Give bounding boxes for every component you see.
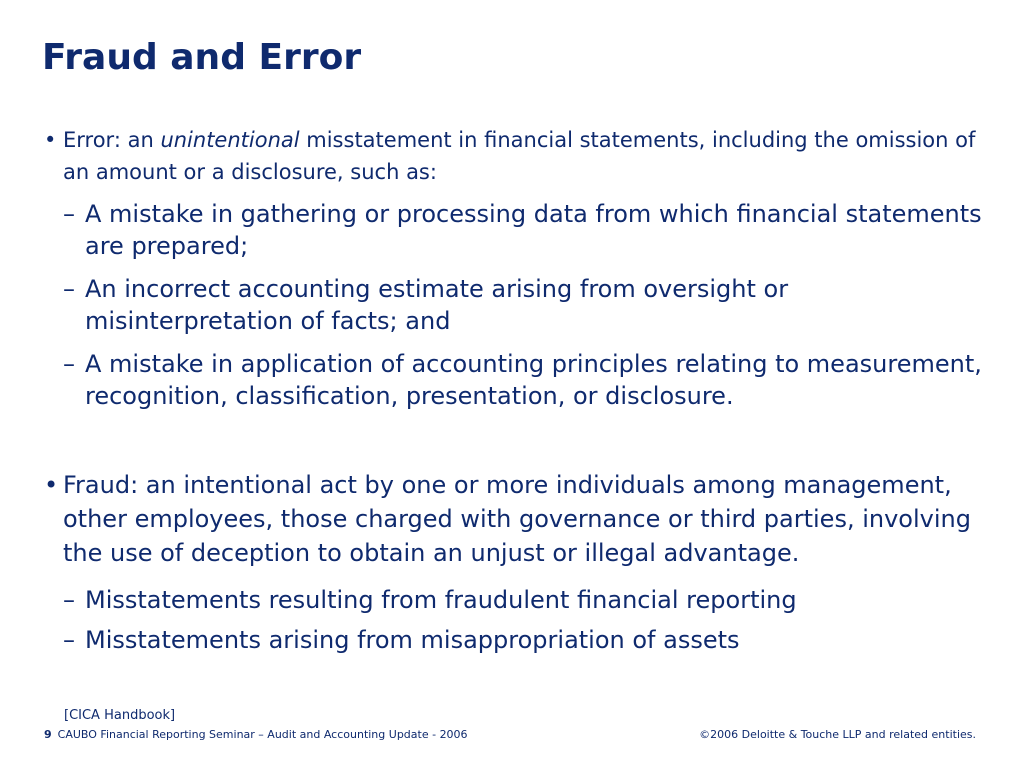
error-emphasis: unintentional [160, 128, 300, 152]
slide-title: Fraud and Error [42, 37, 362, 78]
bullet-fraud [42, 468, 992, 656]
fraud-text: Fraud: an intentional act by one or more individuals among management, other employees, those charged with governance or third parties, involving the use of deception to obtain an unjust or illegal advantage. [63, 471, 971, 567]
fraud-sub-text: Misstatements resulting from fraudulent financial reporting [85, 586, 797, 614]
error-rest: misstatement in financial statements, including the omission of an amount or a disclosure, such as: [63, 128, 976, 184]
fraud-sub-text: Misstatements arising from misappropriation of assets [85, 626, 740, 654]
dash-marker: – [63, 275, 75, 303]
bullet-marker: • [44, 128, 57, 152]
bullet-error-text [42, 124, 992, 188]
dash-marker: – [63, 626, 75, 654]
bullet-marker: • [44, 471, 59, 499]
footer-copyright: ©2006 Deloitte & Touche LLP and related entities. [699, 728, 976, 741]
citation: [CICA Handbook] [64, 708, 176, 723]
error-sub-item [42, 348, 992, 412]
error-sub-text: A mistake in application of accounting principles relating to measurement, recognition, classification, presentation, or disclosure. [85, 350, 982, 410]
fraud-sub-item [42, 624, 992, 656]
dash-marker: – [63, 200, 75, 228]
page-number: 9 [44, 728, 52, 741]
dash-marker: – [63, 350, 75, 378]
fraud-sub-item [42, 584, 992, 616]
error-sub-text: A mistake in gathering or processing data from which financial statements are prepared; [85, 200, 982, 260]
footer [44, 728, 980, 741]
error-sub-text: An incorrect accounting estimate arising from oversight or misinterpretation of facts; and [85, 275, 789, 335]
dash-marker: – [63, 586, 75, 614]
error-lead: Error: an [63, 128, 161, 152]
error-sub-item [42, 273, 992, 337]
footer-left-text: CAUBO Financial Reporting Seminar – Audit and Accounting Update - 2006 [57, 728, 468, 741]
bullet-fraud-text [42, 468, 992, 570]
error-sub-item [42, 198, 992, 262]
bullet-error [42, 124, 992, 412]
